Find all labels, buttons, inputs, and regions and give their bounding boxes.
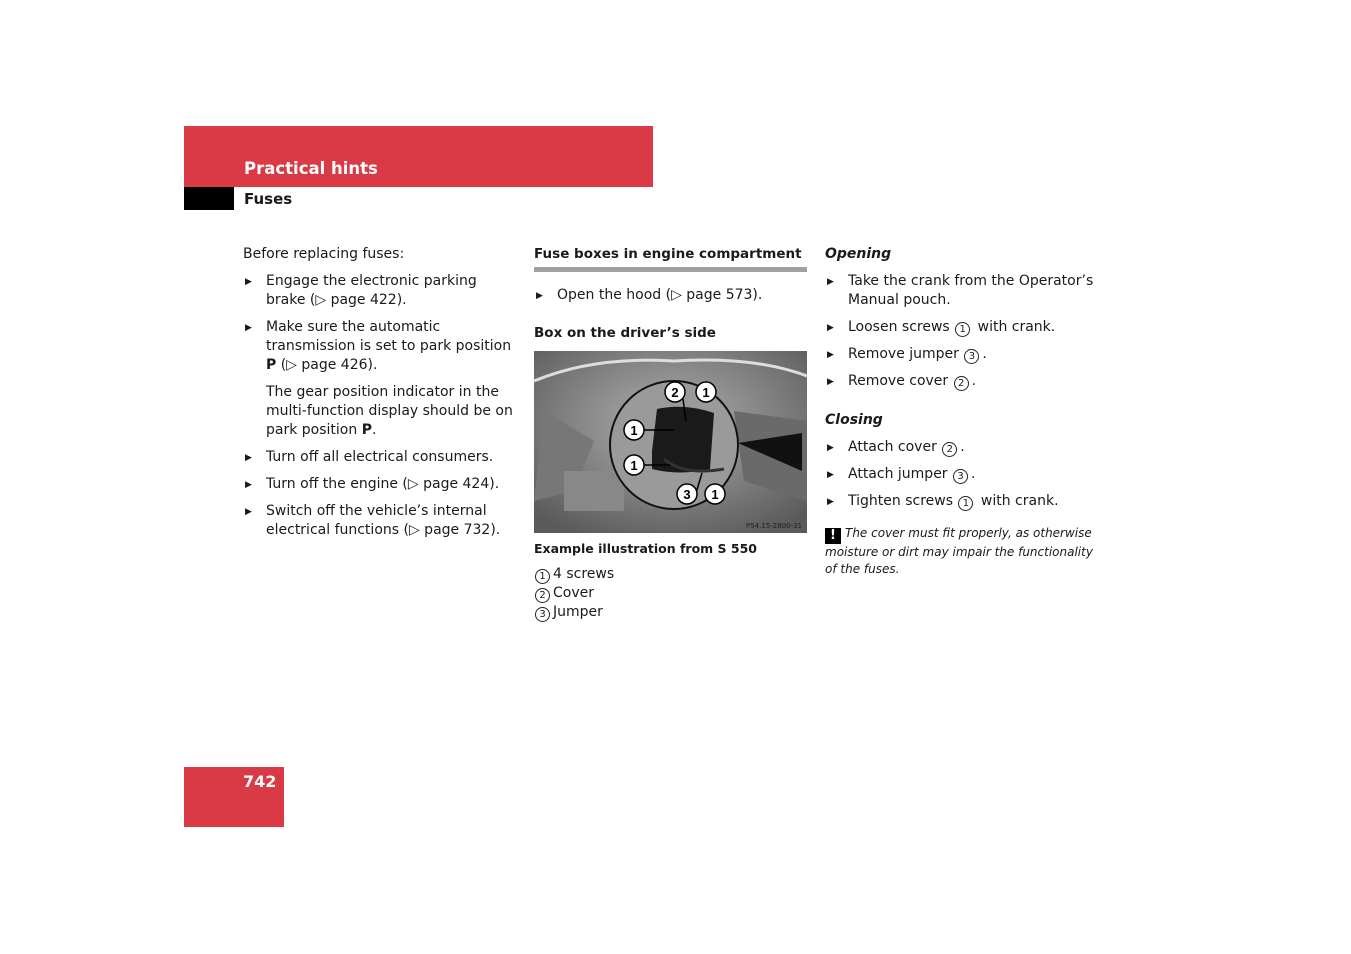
step-tighten-screws: ▶ Tighten screws 1 with crank. [825,492,1100,511]
legend [534,565,807,622]
subheading-driver-side: Box on the driver’s side [534,325,716,341]
warning-note: ! The cover must fit properly, as otherwise moisture or dirt may impair the functionality of the fuses. [825,526,1093,576]
step-attach-cover: ▶ Attach cover 2 . [825,438,1100,457]
legend-item: 3 Jumper [534,603,807,622]
step-remove-cover: ▶ Remove cover 2 . [825,372,1100,391]
step-consumers-off: ▶ Turn off all electrical consumers. [243,448,518,467]
step-remove-jumper: ▶ Remove jumper 3 . [825,345,1100,364]
step-engine-off: ▶ Turn off the engine (▷ page 424). [243,475,518,494]
warning-icon: ! [825,528,841,544]
heading-closing: Closing [825,412,883,428]
image-code: P54.15-2800-31 [745,522,803,530]
intro-text: Before replacing fuses: [243,246,405,262]
svg-text:2: 2 [671,385,679,400]
page-number-box [184,767,284,827]
photo-caption: Example illustration from S 550 [534,541,758,556]
step-electrical-off: ▶ Switch off the vehicle’s internal electrical functions (▷ page 732). [243,502,518,540]
svg-text:1: 1 [711,487,719,502]
column-middle [534,245,807,622]
heading-opening: Opening [825,246,892,262]
header-band [184,126,653,187]
black-tab-marker [184,187,234,210]
step-take-crank: ▶ Take the crank from the Operator’s Manual pouch. [825,272,1100,310]
section-heading-fuse-boxes: Fuse boxes in engine compartment [534,245,807,272]
section-title: Practical hints [244,159,378,178]
step-loosen-screws: ▶ Loosen screws 1 with crank. [825,318,1100,337]
step-transmission: ▶ Make sure the automatic transmission is set to park position P (▷ page 426). [243,318,518,375]
step-open-hood: ▶ Open the hood (▷ page 573). [534,286,807,305]
svg-text:1: 1 [702,385,710,400]
page-subtitle: Fuses [244,190,293,208]
column-right [825,245,1100,578]
step-attach-jumper: ▶ Attach jumper 3 . [825,465,1100,484]
column-left [243,245,518,540]
gear-indicator-note: The gear position indicator in the multi-function display should be on park position P. [266,384,513,438]
engine-compartment-photo [534,351,807,533]
svg-text:1: 1 [630,423,638,438]
legend-item: 2 Cover [534,584,807,603]
svg-text:1: 1 [630,458,638,473]
legend-item: 1 4 screws [534,565,807,584]
svg-text:3: 3 [683,487,691,502]
page-number: 742 [243,772,277,791]
step-parking-brake: ▶ Engage the electronic parking brake (▷ page 422). [243,272,518,310]
